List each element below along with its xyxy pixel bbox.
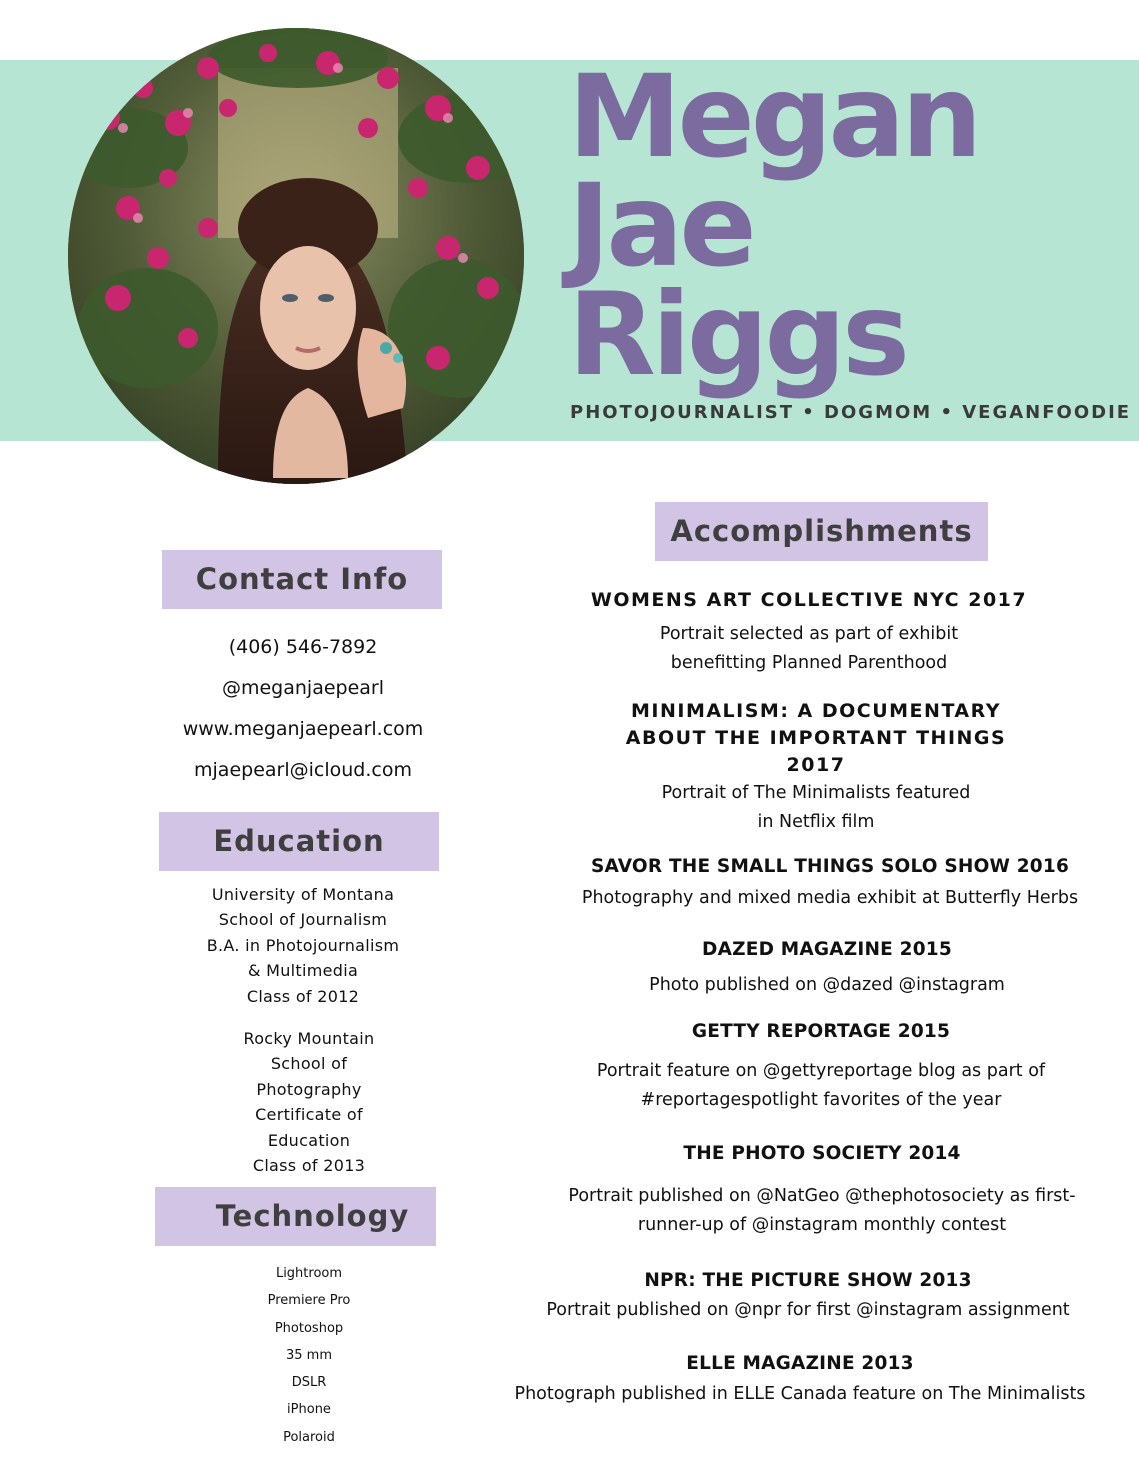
tech-item: 35 mm bbox=[285, 1347, 332, 1363]
edu-line: B.A. in Photojournalism bbox=[206, 935, 400, 955]
edu-line: Class of 2012 bbox=[246, 986, 360, 1006]
accomplishment-desc: Photo published on @dazed @instagram bbox=[649, 975, 1005, 995]
contact-list bbox=[140, 627, 466, 791]
tech-item: Polaroid bbox=[283, 1429, 335, 1445]
education-heading: Education bbox=[159, 812, 439, 871]
edu-line: Rocky Mountain bbox=[243, 1029, 375, 1048]
contact-phone: (406) 546-7892 bbox=[228, 636, 378, 658]
accomplishments-heading: Accomplishments bbox=[655, 502, 988, 561]
accomplishment-item bbox=[497, 1140, 1139, 1239]
edu-line: & Multimedia bbox=[247, 961, 359, 981]
education-entry-2 bbox=[146, 1026, 472, 1178]
accomplishment-title-line: MINIMALISM: A DOCUMENTARY bbox=[631, 700, 1001, 722]
accomplishment-desc: benefitting Planned Parenthood bbox=[670, 652, 948, 673]
accomplishment-desc: in Netflix film bbox=[757, 811, 875, 832]
edu-line: School of bbox=[270, 1054, 348, 1074]
accomplishment-title: WOMENS ART COLLECTIVE NYC 2017 bbox=[590, 589, 1028, 611]
accomplishment-title: DAZED MAGAZINE 2015 bbox=[702, 939, 952, 960]
edu-line: Class of 2013 bbox=[252, 1156, 366, 1176]
profile-photo bbox=[68, 28, 524, 484]
accomplishment-item bbox=[502, 936, 1139, 1000]
accomplishment-title: SAVOR THE SMALL THINGS SOLO SHOW 2016 bbox=[590, 856, 1070, 877]
tech-item: iPhone bbox=[287, 1402, 331, 1418]
accomplishment-desc: Photograph published in ELLE Canada feature on The Minimalists bbox=[514, 1384, 1086, 1404]
accomplishment-item bbox=[505, 853, 1139, 913]
accomplishment-title: GETTY REPORTAGE 2015 bbox=[691, 1021, 951, 1042]
last-name: Riggs bbox=[568, 268, 906, 401]
accomplishment-item bbox=[490, 698, 1139, 836]
technology-list bbox=[146, 1260, 472, 1451]
accomplishment-item bbox=[484, 587, 1134, 677]
accomplishment-desc: #reportagespotlight favorites of the year bbox=[640, 1089, 1002, 1110]
middle-name: Jae bbox=[568, 159, 753, 292]
tech-item: Premiere Pro bbox=[267, 1293, 351, 1309]
accomplishment-title: THE PHOTO SOCIETY 2014 bbox=[683, 1143, 961, 1164]
edu-line: School of Journalism bbox=[218, 910, 388, 930]
first-name: Megan bbox=[568, 50, 979, 183]
contact-email: mjaepearl@icloud.com bbox=[194, 759, 412, 781]
accomplishment-title: ELLE MAGAZINE 2013 bbox=[686, 1353, 914, 1374]
tech-item: DSLR bbox=[291, 1375, 327, 1391]
edu-line: Photography bbox=[256, 1079, 362, 1099]
edu-line: Certificate of bbox=[255, 1105, 363, 1125]
edu-line: University of Montana bbox=[211, 885, 395, 904]
accomplishment-desc: Photography and mixed media exhibit at Butterfly Herbs bbox=[581, 888, 1079, 908]
education-entry-1 bbox=[140, 882, 466, 1009]
accomplishment-title-line: 2017 bbox=[786, 754, 846, 776]
accomplishment-desc: Portrait published on @npr for first @instagram assignment bbox=[546, 1300, 1070, 1320]
accomplishment-title-line: ABOUT THE IMPORTANT THINGS bbox=[625, 727, 1007, 749]
tagline: PHOTOJOURNALIST • DOGMOM • VEGANFOODIE bbox=[570, 402, 1132, 423]
accomplishment-desc: Portrait feature on @gettyreportage blog as part of bbox=[596, 1061, 1046, 1081]
contact-heading: Contact Info bbox=[162, 550, 442, 609]
technology-heading: Technology bbox=[155, 1187, 436, 1246]
edu-line: Education bbox=[267, 1130, 351, 1150]
contact-handle: @meganjaepearl bbox=[221, 677, 385, 699]
accomplishment-desc: Portrait published on @NatGeo @thephotosociety as first- bbox=[568, 1186, 1076, 1206]
accomplishment-item bbox=[483, 1267, 1133, 1325]
accomplishment-desc: Portrait selected as part of exhibit bbox=[659, 624, 959, 644]
person-name bbox=[568, 50, 979, 401]
accomplishment-item bbox=[496, 1018, 1139, 1114]
accomplishment-desc: runner-up of @instagram monthly contest bbox=[637, 1214, 1007, 1235]
accomplishment-desc: Portrait of The Minimalists featured bbox=[661, 783, 971, 803]
tech-item: Photoshop bbox=[274, 1320, 344, 1336]
accomplishment-item bbox=[475, 1350, 1125, 1409]
tech-item: Lightroom bbox=[275, 1266, 343, 1281]
contact-website: www.meganjaepearl.com bbox=[182, 718, 424, 740]
accomplishment-title: NPR: THE PICTURE SHOW 2013 bbox=[644, 1270, 972, 1291]
